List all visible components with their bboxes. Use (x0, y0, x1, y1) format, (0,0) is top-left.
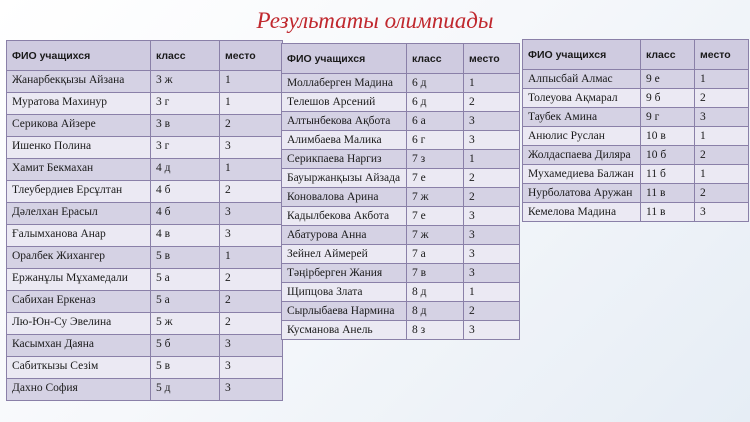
table-header-row (7, 41, 283, 71)
cell-name: Серикпаева Наргиз (282, 150, 407, 169)
cell-name: Жанарбекқызы Айзана (7, 71, 151, 93)
table-row (282, 264, 520, 283)
cell-place: 3 (220, 379, 283, 401)
cell-place: 1 (464, 283, 520, 302)
cell-name: Алпысбай Алмас (523, 70, 641, 89)
header-class: класс (641, 40, 695, 70)
cell-place: 2 (220, 313, 283, 335)
cell-class: 5 б (151, 335, 220, 357)
cell-class: 7 е (407, 169, 464, 188)
cell-name: Дахно София (7, 379, 151, 401)
results-table-1 (6, 40, 283, 401)
table-row (282, 321, 520, 340)
cell-name: Толеуова Ақмарал (523, 89, 641, 108)
cell-name: Анюлис Руслан (523, 127, 641, 146)
cell-place: 1 (220, 159, 283, 181)
table-row (282, 302, 520, 321)
cell-class: 5 в (151, 247, 220, 269)
cell-place: 3 (464, 112, 520, 131)
cell-name: Жолдаспаева Диляра (523, 146, 641, 165)
cell-place: 2 (220, 269, 283, 291)
cell-class: 3 г (151, 137, 220, 159)
cell-class: 9 г (641, 108, 695, 127)
header-place: место (464, 44, 520, 74)
cell-class: 7 а (407, 245, 464, 264)
cell-class: 3 ж (151, 71, 220, 93)
cell-class: 5 д (151, 379, 220, 401)
page-title: Результаты олимпиады (256, 8, 494, 33)
cell-class: 5 а (151, 291, 220, 313)
table-row (7, 247, 283, 269)
table-row (7, 225, 283, 247)
cell-class: 4 в (151, 225, 220, 247)
header-name: ФИО учащихся (7, 41, 151, 71)
table-row (7, 335, 283, 357)
cell-name: Ғалымханова Анар (7, 225, 151, 247)
cell-name: Кемелова Мадина (523, 203, 641, 222)
table-row (282, 131, 520, 150)
cell-class: 6 г (407, 131, 464, 150)
table-row (7, 71, 283, 93)
cell-name: Серикова Айзере (7, 115, 151, 137)
cell-place: 2 (220, 115, 283, 137)
cell-name: Таубек Амина (523, 108, 641, 127)
header-class: класс (151, 41, 220, 71)
cell-name: Бауыржанқызы Айзада (282, 169, 407, 188)
table-row (282, 150, 520, 169)
cell-name: Оралбек Жихангер (7, 247, 151, 269)
table-row (523, 146, 749, 165)
cell-class: 8 д (407, 283, 464, 302)
table-row (7, 357, 283, 379)
cell-name: Тәңірберген Жания (282, 264, 407, 283)
cell-class: 5 в (151, 357, 220, 379)
cell-name: Абатурова Анна (282, 226, 407, 245)
cell-place: 2 (464, 93, 520, 112)
cell-place: 3 (464, 245, 520, 264)
cell-place: 3 (464, 207, 520, 226)
cell-name: Алимбаева Малика (282, 131, 407, 150)
header-name: ФИО учащихся (282, 44, 407, 74)
cell-class: 8 д (407, 302, 464, 321)
cell-place: 2 (220, 291, 283, 313)
table-row (282, 169, 520, 188)
table-header-row (282, 44, 520, 74)
table-row (7, 313, 283, 335)
table-row (7, 115, 283, 137)
table-row (282, 207, 520, 226)
cell-class: 4 д (151, 159, 220, 181)
cell-class: 4 б (151, 181, 220, 203)
cell-place: 1 (220, 247, 283, 269)
cell-class: 11 в (641, 203, 695, 222)
cell-place: 2 (464, 188, 520, 207)
table-row (523, 70, 749, 89)
cell-name: Касымхан Даяна (7, 335, 151, 357)
cell-name: Сабиткызы Сезім (7, 357, 151, 379)
cell-place: 3 (220, 137, 283, 159)
cell-place: 3 (220, 335, 283, 357)
table-row (523, 203, 749, 222)
cell-name: Кадылбекова Акбота (282, 207, 407, 226)
cell-place: 3 (220, 225, 283, 247)
table-row (7, 379, 283, 401)
header-class: класс (407, 44, 464, 74)
cell-name: Алтынбекова Ақбота (282, 112, 407, 131)
cell-class: 10 б (641, 146, 695, 165)
cell-class: 7 е (407, 207, 464, 226)
cell-place: 3 (464, 321, 520, 340)
cell-place: 2 (695, 184, 749, 203)
table-row (282, 283, 520, 302)
cell-class: 11 в (641, 184, 695, 203)
cell-class: 8 з (407, 321, 464, 340)
cell-place: 3 (220, 203, 283, 225)
cell-class: 7 ж (407, 226, 464, 245)
cell-name: Моллаберген Мадина (282, 74, 407, 93)
header-place: место (220, 41, 283, 71)
cell-class: 7 з (407, 150, 464, 169)
table-row (282, 188, 520, 207)
table-row (7, 291, 283, 313)
cell-name: Сабихан Еркеназ (7, 291, 151, 313)
cell-place: 3 (220, 357, 283, 379)
cell-class: 4 б (151, 203, 220, 225)
cell-class: 6 д (407, 74, 464, 93)
cell-place: 1 (220, 93, 283, 115)
cell-place: 3 (464, 226, 520, 245)
cell-class: 11 б (641, 165, 695, 184)
table-row (523, 184, 749, 203)
cell-name: Щипцова Злата (282, 283, 407, 302)
header-name: ФИО учащихся (523, 40, 641, 70)
table-header-row (523, 40, 749, 70)
cell-name: Лю-Юн-Су Эвелина (7, 313, 151, 335)
table-row (282, 93, 520, 112)
cell-name: Муратова Махинур (7, 93, 151, 115)
cell-place: 1 (464, 74, 520, 93)
table-row (282, 245, 520, 264)
table-row (523, 165, 749, 184)
cell-name: Кусманова Анель (282, 321, 407, 340)
cell-place: 3 (695, 108, 749, 127)
cell-name: Ержанұлы Мұхамедали (7, 269, 151, 291)
table-row (7, 93, 283, 115)
cell-class: 3 г (151, 93, 220, 115)
cell-class: 6 д (407, 93, 464, 112)
cell-place: 1 (220, 71, 283, 93)
cell-class: 9 е (641, 70, 695, 89)
table-row (7, 159, 283, 181)
table-row (7, 203, 283, 225)
cell-class: 9 б (641, 89, 695, 108)
cell-name: Хамит Бекмахан (7, 159, 151, 181)
table-row (282, 112, 520, 131)
table-row (523, 89, 749, 108)
table-row (282, 226, 520, 245)
cell-name: Тлеубердиев Ерсұлтан (7, 181, 151, 203)
cell-name: Дәлелхан Ерасыл (7, 203, 151, 225)
cell-name: Сырлыбаева Нармина (282, 302, 407, 321)
table-row (7, 137, 283, 159)
cell-place: 3 (464, 264, 520, 283)
cell-place: 2 (464, 169, 520, 188)
cell-class: 6 а (407, 112, 464, 131)
header-place: место (695, 40, 749, 70)
cell-name: Телешов Арсений (282, 93, 407, 112)
cell-class: 5 ж (151, 313, 220, 335)
cell-class: 5 а (151, 269, 220, 291)
cell-class: 7 в (407, 264, 464, 283)
table-row (7, 181, 283, 203)
cell-place: 2 (464, 302, 520, 321)
table-row (7, 269, 283, 291)
table-row (523, 127, 749, 146)
cell-name: Нурболатова Аружан (523, 184, 641, 203)
results-table-2 (281, 43, 520, 340)
cell-place: 3 (464, 131, 520, 150)
cell-class: 3 в (151, 115, 220, 137)
cell-class: 10 в (641, 127, 695, 146)
cell-place: 2 (220, 181, 283, 203)
cell-place: 3 (695, 203, 749, 222)
cell-name: Ишенко Полина (7, 137, 151, 159)
cell-place: 1 (464, 150, 520, 169)
results-table-3 (522, 39, 749, 222)
cell-place: 1 (695, 70, 749, 89)
cell-name: Коновалова Арина (282, 188, 407, 207)
cell-place: 2 (695, 89, 749, 108)
cell-name: Зейнел Аймерей (282, 245, 407, 264)
cell-place: 1 (695, 127, 749, 146)
table-row (523, 108, 749, 127)
cell-place: 1 (695, 165, 749, 184)
table-row (282, 74, 520, 93)
cell-name: Мухамедиева Балжан (523, 165, 641, 184)
cell-class: 7 ж (407, 188, 464, 207)
cell-place: 2 (695, 146, 749, 165)
